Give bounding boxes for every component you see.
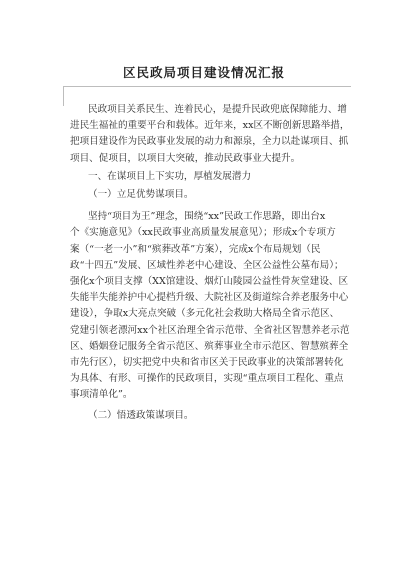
- document-title: 区民政局项目建设情况汇报: [122, 65, 285, 80]
- document-body: [70, 86, 356, 424]
- paragraph-line: 为具体、有形、可操作的民政项目，实现“重点项目工程化、重点: [70, 373, 344, 385]
- paragraph-line: 政“十四五”发展、区域性养老中心建设、全区公益性公墓布局）；: [70, 259, 344, 271]
- subsection-heading: （一）立足优势谋项目。: [88, 189, 194, 201]
- paragraph-line: 事项清单化”。: [70, 389, 133, 401]
- paragraph-line: 失能半失能养护中心提档升级、大院社区及街道综合养老服务中心: [70, 292, 349, 304]
- paragraph-line: 建设），争取x大亮点突破（多元化社会救助大格局全省示范区、: [70, 308, 340, 320]
- paragraph-line: 进民生福祉的重要平台和载体。近年来，xx区不断创新思路举措，: [70, 120, 350, 132]
- paragraph-line: 市先行区），切实把党中央和省市区关于民政事业的决策部署转化: [70, 357, 344, 369]
- paragraph-line: 案（“一老一小”和“殡葬改革”方案），完成x个布局规划（民: [70, 243, 321, 255]
- paragraph-line: 把项目建设作为民政事业发展的动力和源泉，全力以赴谋项目、抓: [70, 136, 349, 148]
- paragraph-line: 坚持“项目为王”理念，围绕“xx”民政工作思路，即出台x: [88, 211, 326, 223]
- text-frame-left-border: [63, 86, 64, 106]
- paragraph-line: 党建引领老漂河xx个社区治理全省示范带、全省社区智慧养老示范: [70, 324, 350, 336]
- paragraph-line: 强化x个项目支撑（XX馆建设、烟灯山陵园公益性骨灰堂建设、区: [70, 276, 349, 288]
- paragraph-line: 项目、促项目，以项目大突破，推动民政事业大提升。: [70, 152, 301, 164]
- subsection-heading: （二）悟透政策谋项目。: [88, 409, 194, 421]
- paragraph-line: 民政项目关系民生、连着民心，是提升民政兜底保障能力、增: [88, 104, 348, 115]
- section-heading: 一、在谋项目上下实功，厚植发展潜力: [88, 170, 252, 182]
- paragraph-line: 个《实施意见》（xx民政事业高质量发展意见）；形成x个专项方: [70, 227, 336, 239]
- paragraph-line: 区、婚姻登记服务全省示范区、殡葬事业全市示范区、智慧殡葬全: [70, 340, 349, 352]
